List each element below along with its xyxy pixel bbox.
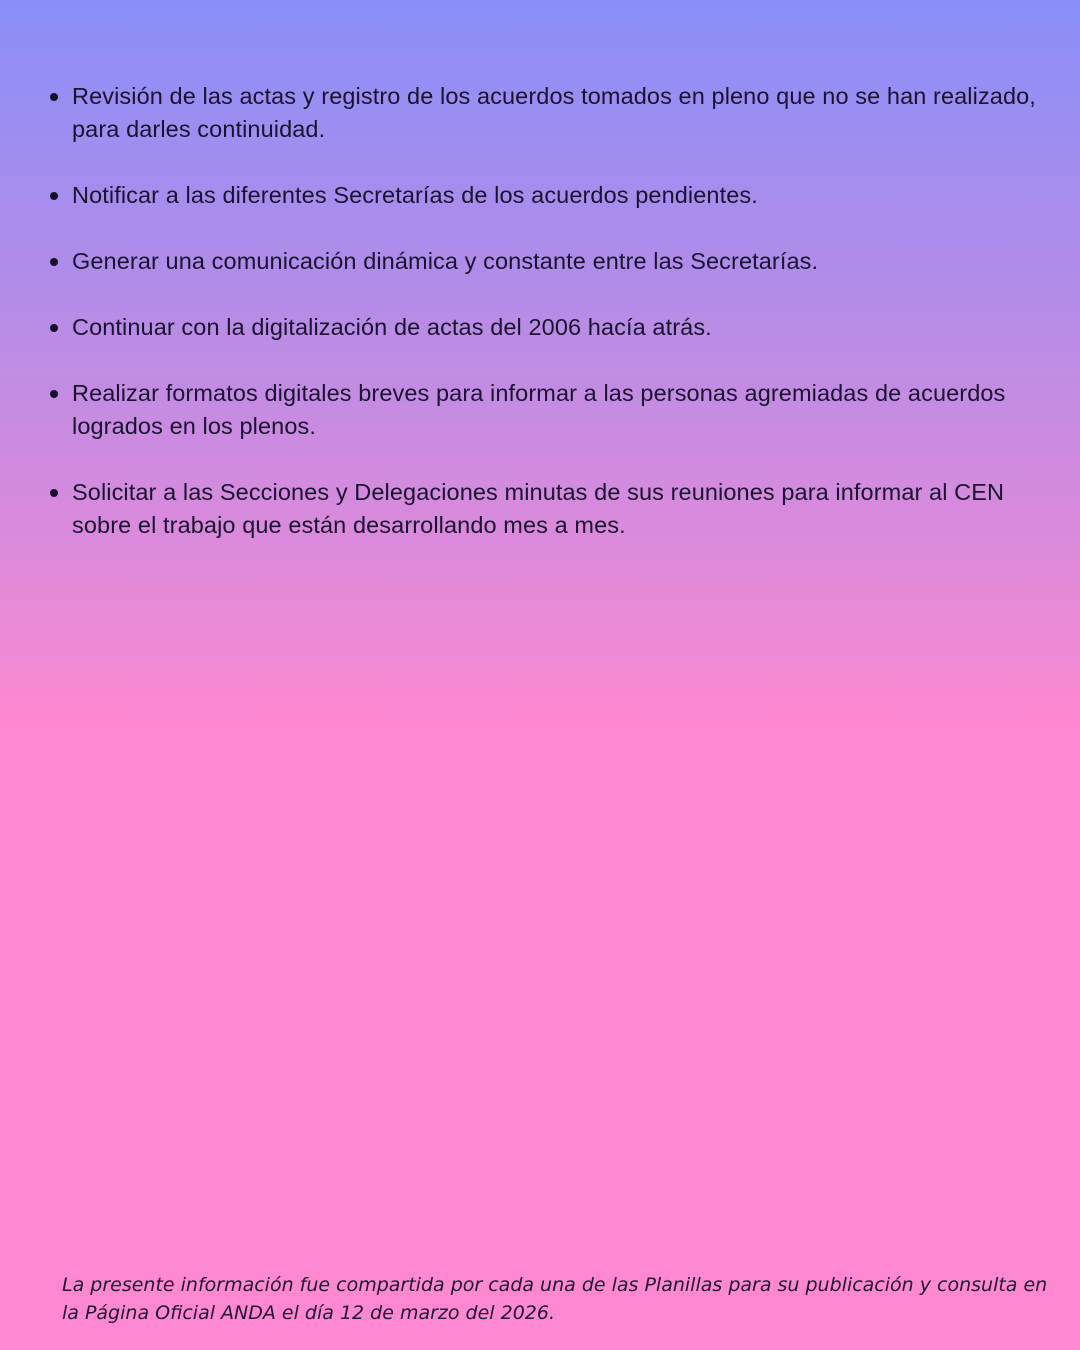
list-item-text: Solicitar a las Secciones y Delegaciones minutas de sus reuniones para informar al CEN sobre el trabajo que están desarrollando mes a mes. [72, 479, 1005, 538]
bullet-icon [50, 324, 58, 332]
list-item-text: Revisión de las actas y registro de los acuerdos tomados en pleno que no se han realizado, para darles continuidad. [72, 83, 1036, 142]
list-item-text: Continuar con la digitalización de actas del 2006 hacía atrás. [72, 314, 712, 340]
list-item [0, 80, 1080, 146]
bullet-icon [50, 489, 58, 497]
bullet-icon [50, 192, 58, 200]
list-item [0, 311, 1080, 344]
list-item-text: Generar una comunicación dinámica y constante entre las Secretarías. [72, 248, 819, 274]
bullet-icon [50, 258, 58, 266]
list-item-text: Realizar formatos digitales breves para informar a las personas agremiadas de acuerdos logrados en los plenos. [72, 380, 1006, 439]
list-item [0, 377, 1080, 443]
footer-note: La presente información fue compartida por cada una de las Planillas para su publicación y consulta en la Página Oficial ANDA el día 12 de marzo del 2026. [62, 1274, 1048, 1324]
list-item [0, 179, 1080, 212]
bullet-icon [50, 93, 58, 101]
list-item-text: Notificar a las diferentes Secretarías de los acuerdos pendientes. [72, 182, 758, 208]
list-item [0, 476, 1080, 542]
list-item [0, 245, 1080, 278]
bullet-icon [50, 390, 58, 398]
bullet-list [0, 80, 1080, 542]
content-area [0, 80, 1080, 575]
